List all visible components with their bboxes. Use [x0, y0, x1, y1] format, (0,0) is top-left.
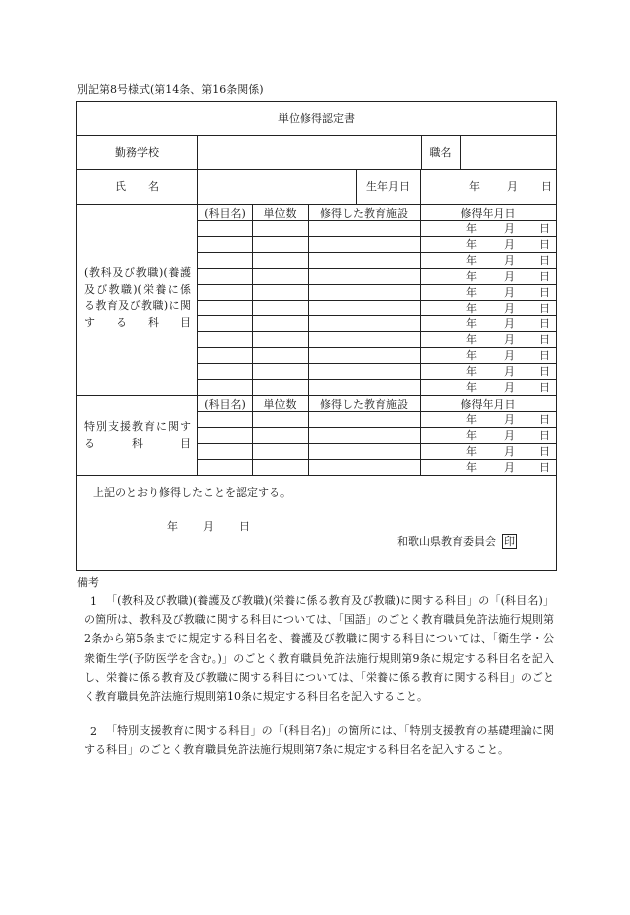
column-divider [197, 135, 198, 475]
row-divider [77, 169, 556, 170]
note-number: 1 [90, 595, 97, 608]
subrow-divider [197, 363, 556, 364]
subrow-divider [197, 252, 556, 253]
form-caption: 別記第8号様式(第14条、第16条関係) [77, 83, 264, 96]
note-number: 2 [90, 725, 97, 738]
note-text: 「特別支援教育に関する科目」の「(科目名)」の箇所には、「特別支援教育の基礎理論に関する科目」のごとく教育職員免許法施行規則第7条に規定する科目名を記入すること。 [84, 724, 554, 757]
issuer [397, 534, 517, 549]
column-divider [420, 204, 421, 475]
col-units-header: 単位数 [263, 207, 297, 220]
row-divider [77, 204, 556, 205]
category-special-support: 特別支援教育に関する科目 [84, 420, 191, 450]
column-divider [252, 204, 253, 475]
issuer-name: 和歌山県教育委員会 [397, 535, 496, 548]
school-label: 勤務学校 [115, 146, 159, 159]
col-units-header: 単位数 [263, 398, 297, 411]
subrow-divider [197, 427, 556, 428]
form-title: 単位修得認定書 [278, 112, 355, 125]
column-divider [420, 169, 421, 204]
subrow-divider [197, 443, 556, 444]
col-facility-header: 修得した教育施設 [320, 398, 408, 411]
row-divider [77, 475, 556, 476]
subrow-divider [197, 220, 556, 221]
col-date-header: 修得年月日 [460, 398, 516, 411]
column-divider [460, 135, 461, 169]
subrow-divider [197, 347, 556, 348]
seal-mark: 印 [504, 535, 515, 548]
row-divider [77, 395, 556, 396]
position-label: 職名 [429, 146, 452, 159]
birthdate-label: 生年月日 [366, 180, 410, 193]
notes-heading: 備考 [77, 576, 99, 589]
row-divider [77, 135, 556, 136]
note-text: 「(教科及び教職)(養護及び教職)(栄養に係る教育及び教職)に関する科目」の「(科目名)」の箇所は、教科及び教職に関する科目については、「国語」のごとく教育職員免許法施行規則第2条から第5条までに規定する科目名を、養護及び教職に関する科目については、「衛生学・公衆衛生学(予防医学を含む。)」のごとく教育職員免許法施行規則第9条に規定する科目名を記入し、栄養に係る教育及び教職に関する科目については、「栄養に係る教育に関する科目」のごとく教育職員免許法施行規則第10条に規定する科目名を記入すること。 [84, 594, 554, 704]
subrow-divider [197, 411, 556, 412]
cert-statement: 上記のとおり修得したことを認定する。 [93, 486, 291, 499]
col-subject-header: (科目名) [204, 207, 246, 220]
col-subject-header: (科目名) [204, 398, 246, 411]
subrow-divider [197, 315, 556, 316]
subrow-divider [197, 459, 556, 460]
column-divider [308, 204, 309, 475]
subrow-divider [197, 379, 556, 380]
subrow-divider [197, 284, 556, 285]
subrow-divider [197, 236, 556, 237]
certificate-form: 単位修得認定書 勤務学校 職名 氏 名 生年月日 年 月 日 (科目名) 単位数 修得した教育施設 修得年月日 (教科及び教職)(養護及び教職)(栄養に係る教育及び教職)に関する科目 (科目名) 単位数 修得した教育施設 修得年月日 特別支援教育に関する科目 上記のとおり修得したことを認定する。 年 月 日 和歌山県教育委員会 印 年 月 日 年 月 日 年 月 日 年 月 日 年 月 日 年 月 日 年 月 日 年 月 日 年 月 日 年 月 日 年 月 日 年 月 日 年 月 日 年 月 日 年 月 日 [76, 101, 557, 571]
col-facility-header: 修得した教育施設 [320, 207, 408, 220]
subrow-divider [197, 331, 556, 332]
subrow-divider [197, 300, 556, 301]
subrow-divider [197, 268, 556, 269]
category-general-subjects: (教科及び教職)(養護及び教職)(栄養に係る教育及び教職)に関する科目 [84, 266, 191, 329]
name-label: 氏 名 [115, 180, 159, 193]
col-date-header: 修得年月日 [460, 207, 516, 220]
